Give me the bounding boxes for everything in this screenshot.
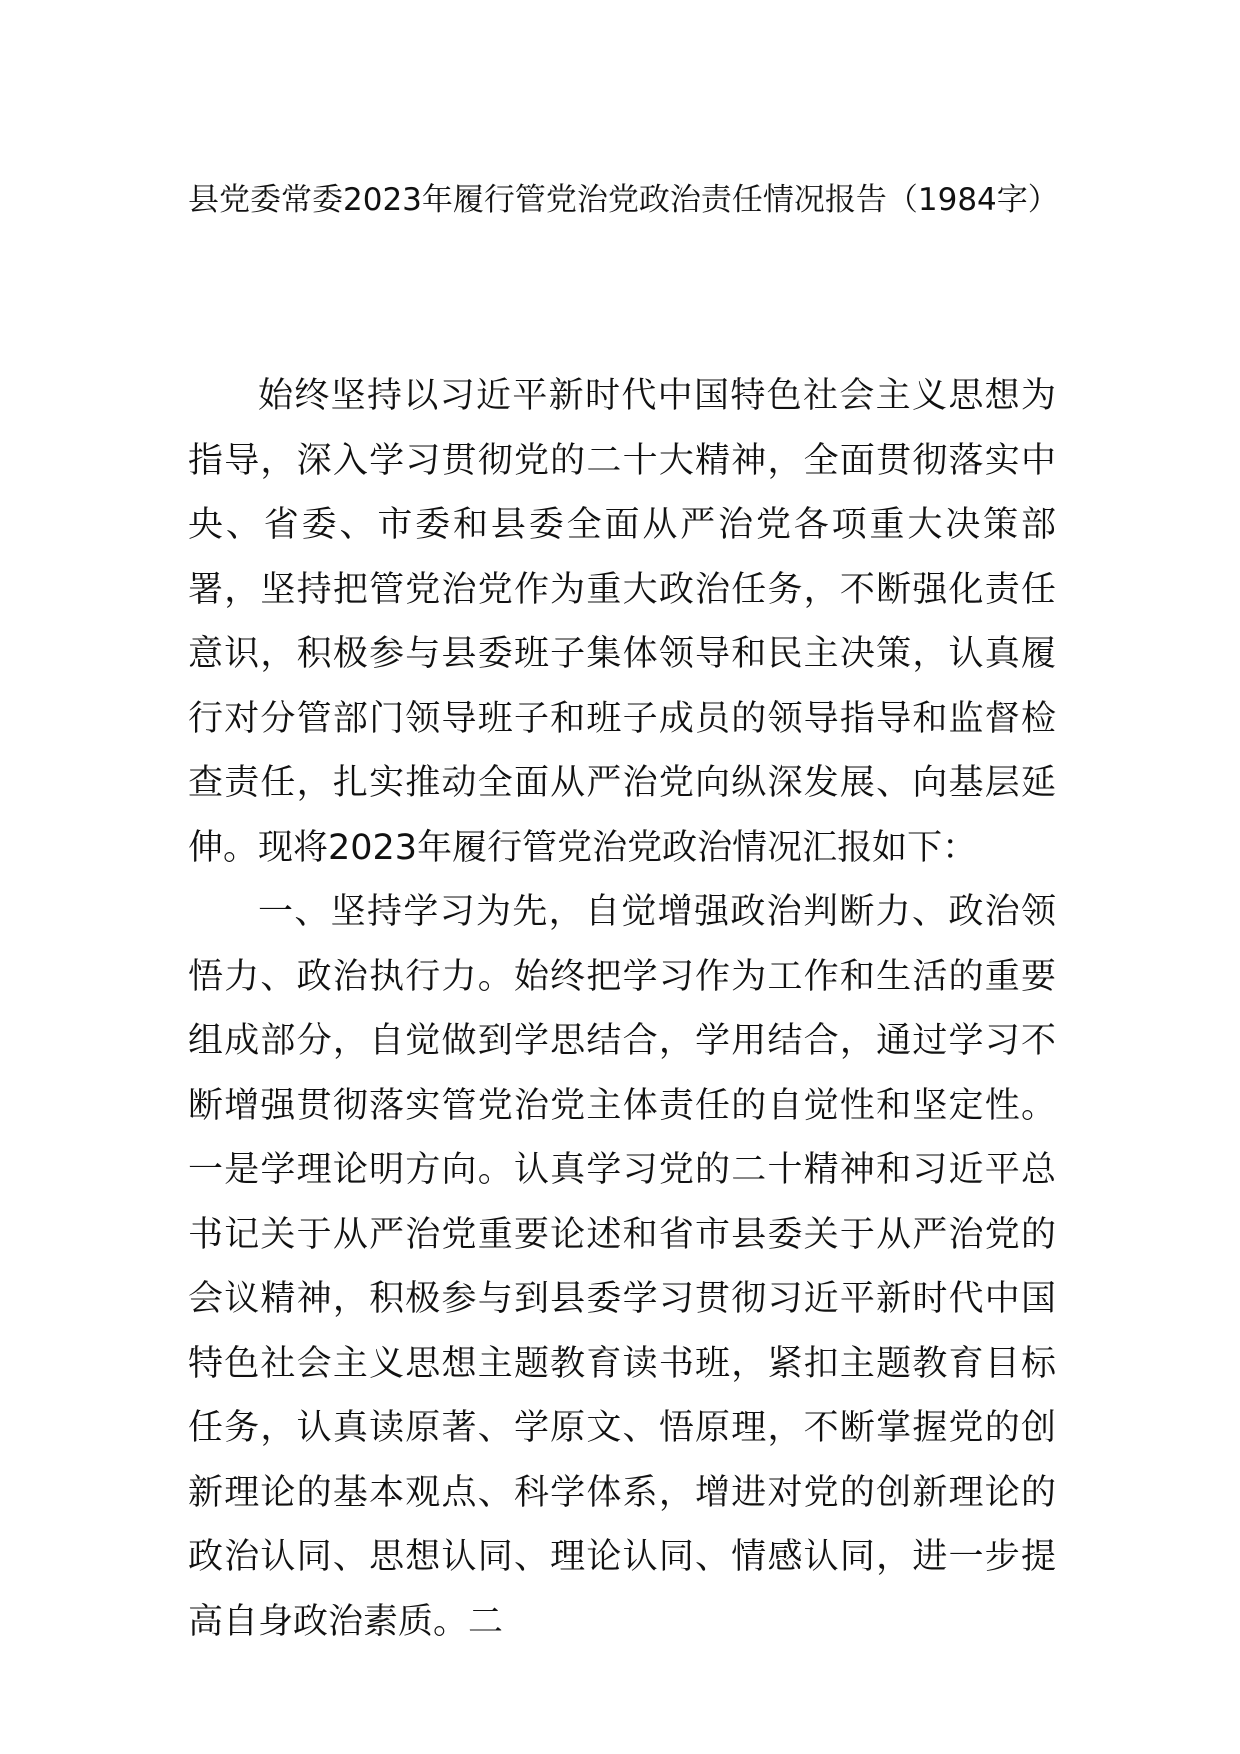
- document-body: [188, 364, 1056, 1654]
- document-title: 县党委常委2023年履行管党治党政治责任情况报告（1984字）: [188, 182, 1059, 218]
- paragraph-intro: 始终坚持以习近平新时代中国特色社会主义思想为指导，深入学习贯彻党的二十大精神，全面贯彻落实中央、省委、市委和县委全面从严治党各项重大决策部署，坚持把管党治党作为重大政治任务，不断强化责任意识，积极参与县委班子集体领导和民主决策，认真履行对分管部门领导班子和班子成员的领导指导和监督检查责任，扎实推动全面从严治党向纵深发展、向基层延伸。现将2023年履行管党治党政治情况汇报如下：: [188, 376, 1056, 868]
- paragraph-section-one: 一、坚持学习为先，自觉增强政治判断力、政治领悟力、政治执行力。始终把学习作为工作和生活的重要组成部分，自觉做到学思结合，学用结合，通过学习不断增强贯彻落实管党治党主体责任的自觉性和坚定性。一是学理论明方向。认真学习党的二十精神和习近平总书记关于从严治党重要论述和省市县委关于从严治党的会议精神，积极参与到县委学习贯彻习近平新时代中国特色社会主义思想主题教育读书班，紧扣主题教育目标任务，认真读原著、学原文、悟原理，不断掌握党的创新理论的基本观点、科学体系，增进对党的创新理论的政治认同、思想认同、理论认同、情感认同，进一步提高自身政治素质。二: [188, 892, 1056, 1642]
